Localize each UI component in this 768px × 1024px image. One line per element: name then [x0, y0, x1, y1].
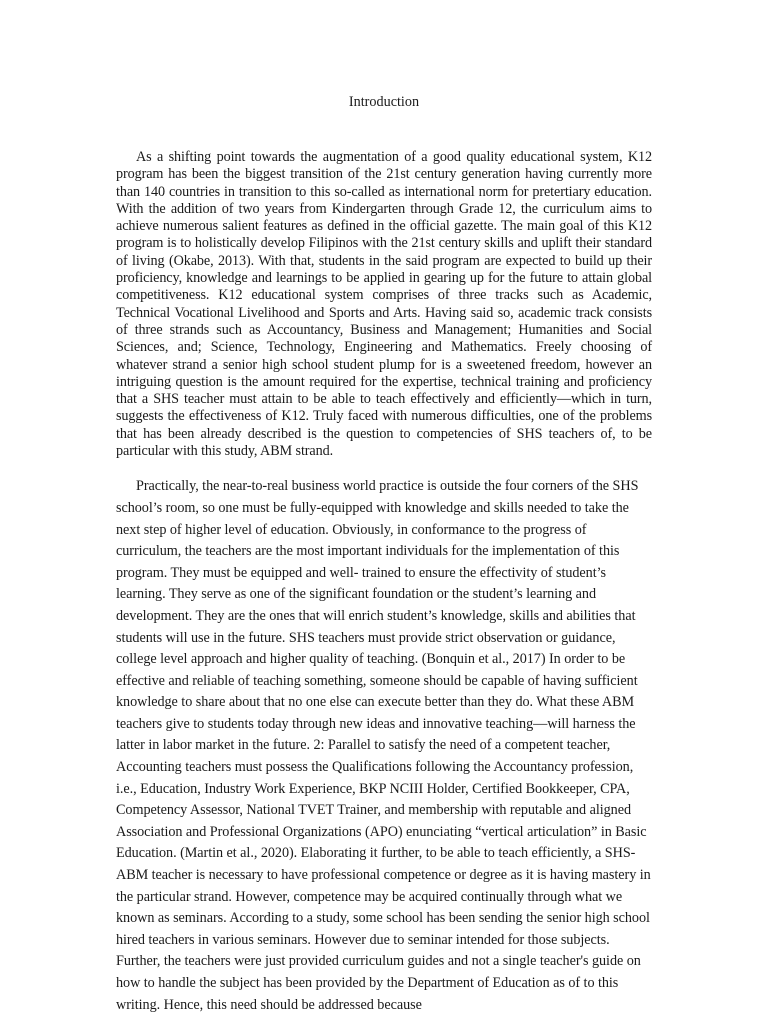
paragraph-2: Practically, the near-to-real business world practice is outside the four corners of the SHS school’s room, so one must be fully-equipped with knowledge and skills needed to take the next step of higher level of education. Obviously, in conformance to the progress of curriculum, the teachers are the most important individuals for the implementation of this program. They must be equipped and well- trained to ensure the effectivity of student’s learning. They serve as one of the significant foundation or the student’s learning and development. They are the ones that will enrich student’s knowledge, skills and abilities that students will use in the future. SHS teachers must provide strict observation or guidance, college level approach and higher quality of teaching. (Bonquin et al., 2017) In order to be effective and reliable of teaching something, someone should be capable of having sufficient knowledge to share about that no one else can execute better than they do. What these ABM teachers give to students today through new ideas and innovative teaching—will harness the latter in labor market in the future. 2: Parallel to satisfy the need of a competent teacher, Accounting teachers must possess the Qualifications following the Accountancy profession, i.e., Education, Industry Work Experience, BKP NCIII Holder, Certified Bookkeeper, CPA, Competency Assessor, National TVET Trainer, and membership with reputable and aligned Association and Professional Organizations (APO) enunciating “vertical articulation” in Basic Education. (Martin et al., 2020). Elaborating it further, to be able to teach efficiently, a SHS-ABM teacher is necessary to have professional competence or degree as it is having mastery in the particular strand. However, competence may be acquired continually through what we known as seminars. According to a study, some school has been sending the senior high school hired teachers in various seminars. However due to seminar intended for those subjects. Further, the teachers were just provided curriculum guides and not a single teacher's guide on how to handle the subject has been provided by the Department of Education as of to this writing. Hence, this need should be addressed because	[116, 478, 651, 1013]
document-body	[116, 149, 652, 1016]
page-title: Introduction	[348, 94, 420, 110]
paragraph-1: As a shifting point towards the augmentation of a good quality educational system, K12 program has been the biggest transition of the 21st century generation having currently more than 140 countries in transition to this so-called as international norm for pretertiary education. With the addition of two years from Kindergarten through Grade 12, the curriculum aims to achieve numerous salient features as defined in the official gazette. The main goal of this K12 program is to holistically develop Filipinos with the 21st century skills and uplift their standard of living (Okabe, 2013). With that, students in the said program are expected to build up their proficiency, knowledge and learnings to be applied in gearing up for the future to attain global competitiveness. K12 educational system comprises of three tracks such as Academic, Technical Vocational Livelihood and Sports and Arts. Having said so, academic track consists of three strands such as Accountancy, Business and Management; Humanities and Social Sciences, and; Science, Technology, Engineering and Mathematics. Freely choosing of whatever strand a senior high school student plump for is a sweetened freedom, however an intriguing question is the amount required for the expertise, technical training and proficiency that a SHS teacher must attain to be able to teach effectively and efficiently—which in turn, suggests the effectiveness of K12. Truly faced with numerous difficulties, one of the problems that has been already described is the question to competencies of SHS teachers of, to be particular with this study, ABM strand.	[116, 149, 652, 460]
